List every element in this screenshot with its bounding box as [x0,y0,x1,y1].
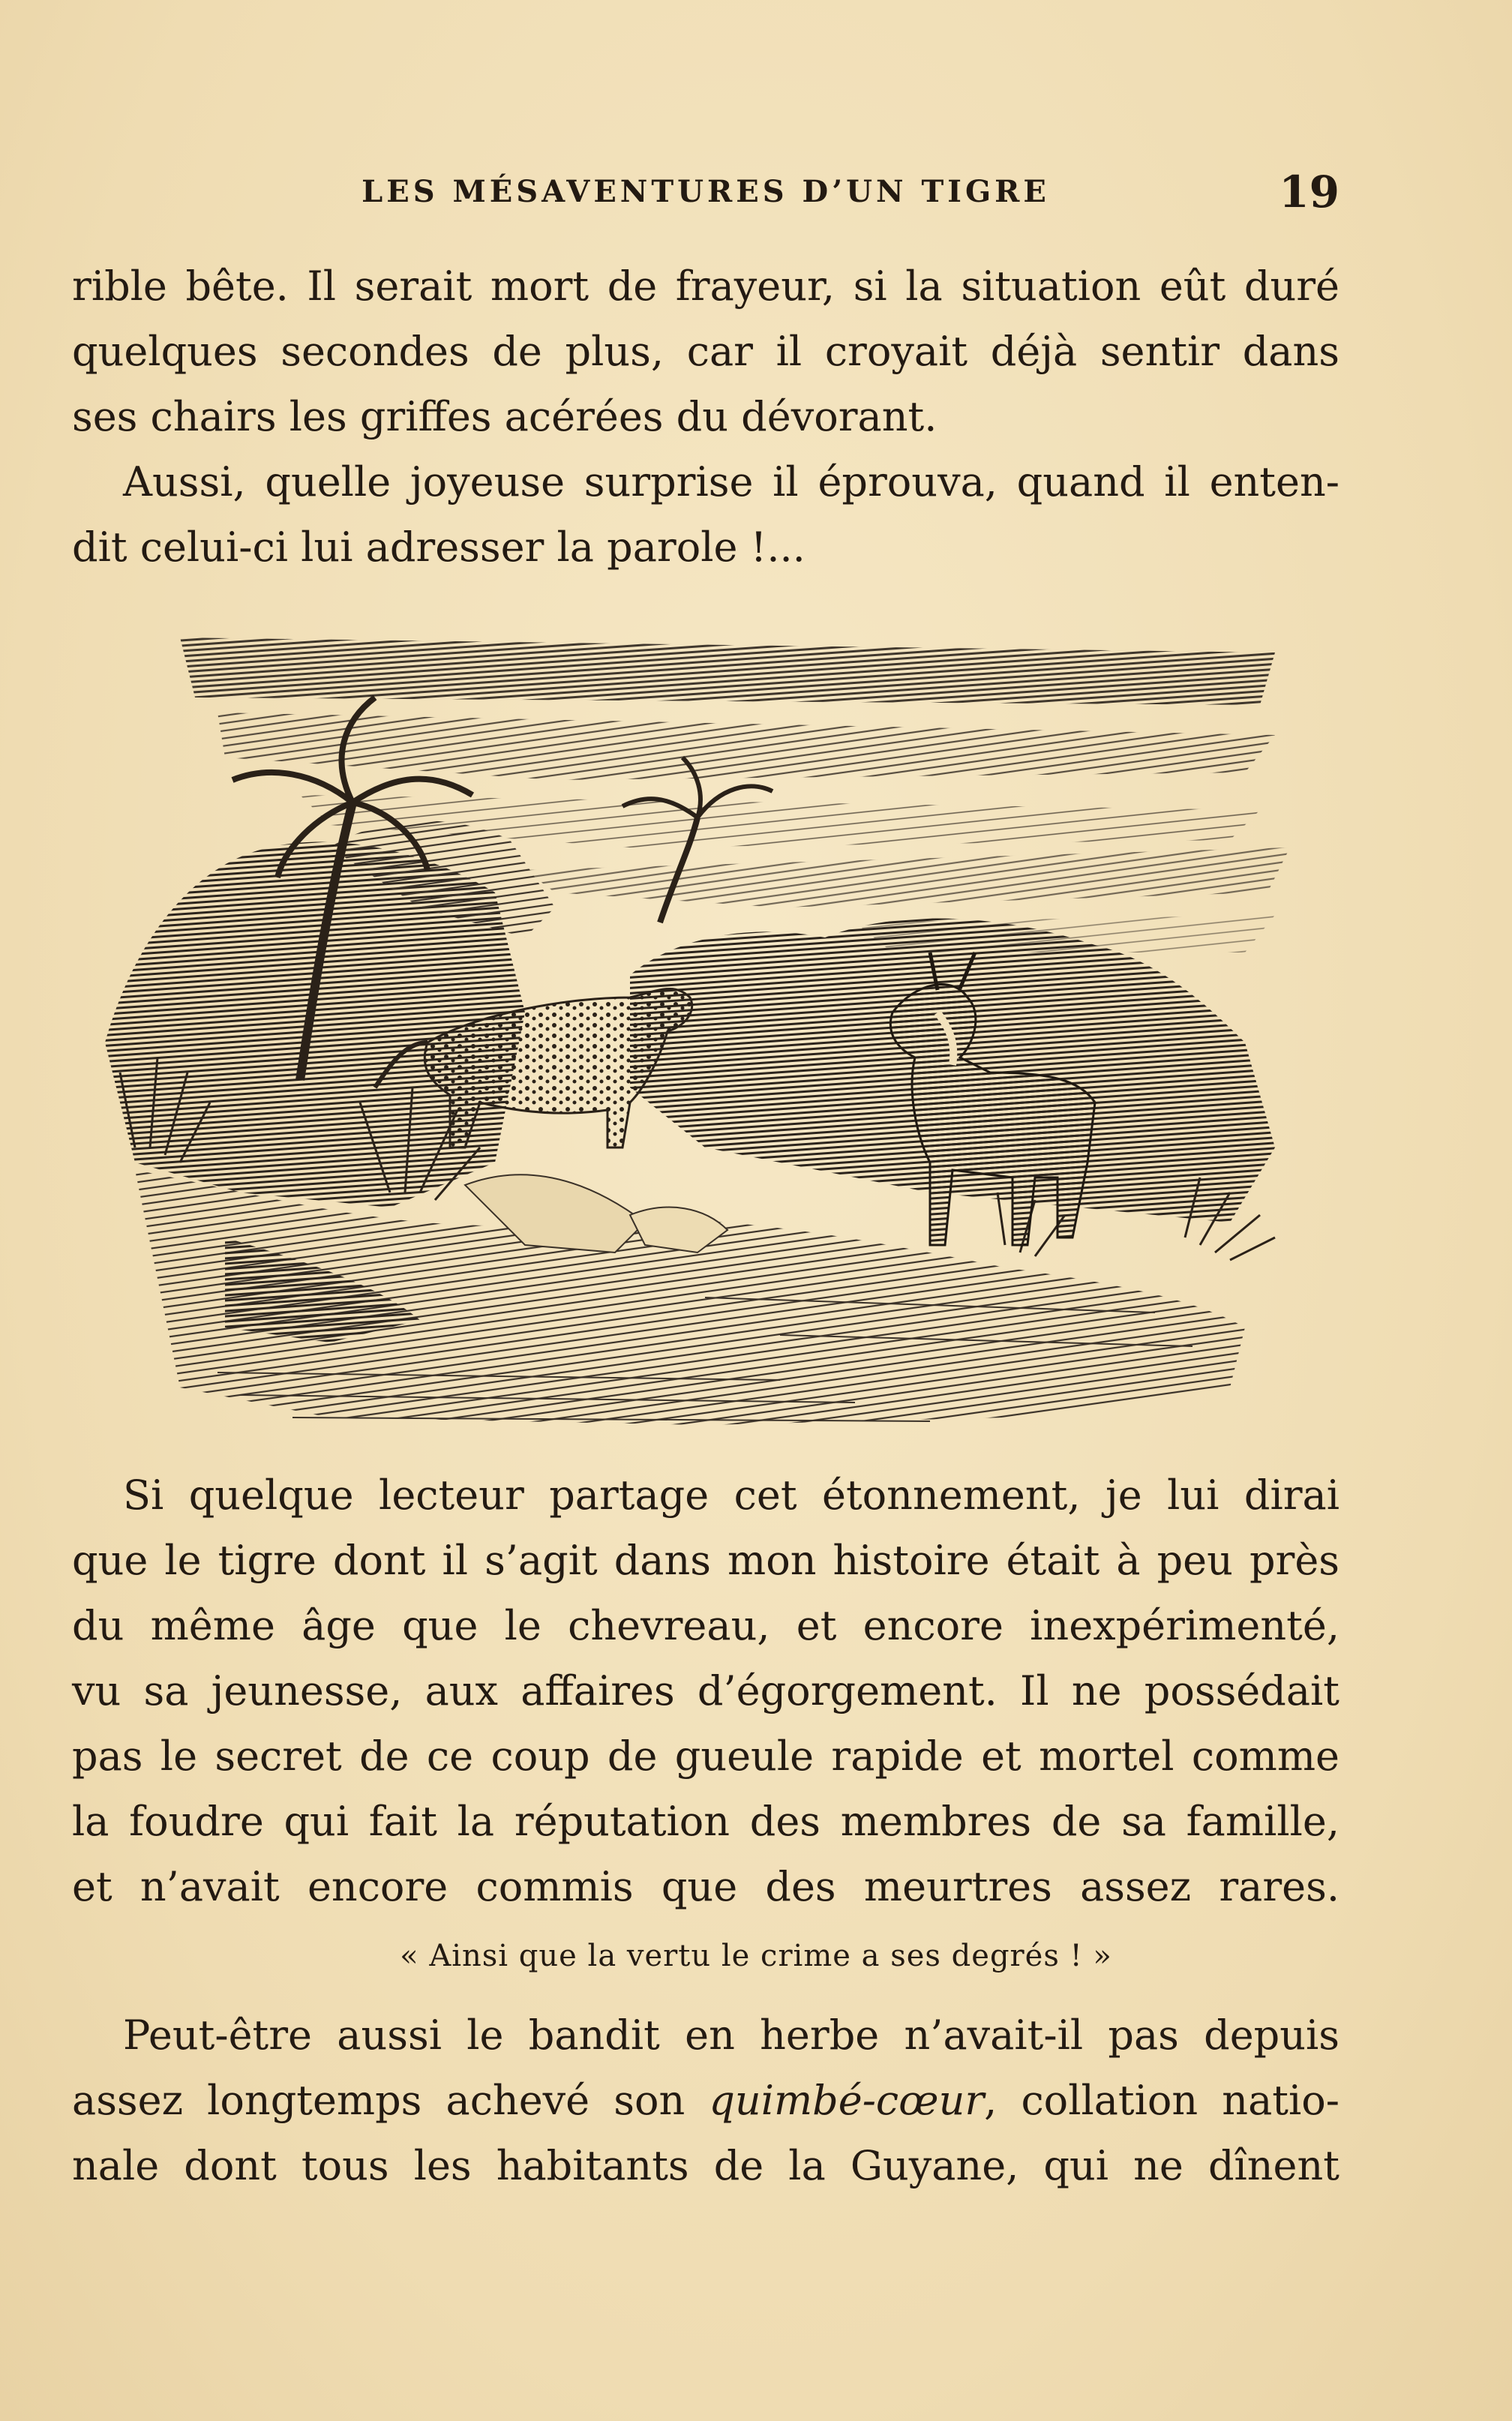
italic-term: quimbé-cœur [709,2077,985,2124]
paragraph-line: et n’avait encore commis que des meurtres assez rares. [72,1863,1340,1910]
paragraph-line: rible bête. Il serait mort de frayeur, si la situation eût duré [72,262,1340,310]
paragraph-line: que le tigre dont il s’agit dans mon histoire était à peu près [72,1537,1340,1584]
epigraph-quote: « Ainsi que la vertu le crime a ses degrés ! » [400,1939,1112,1973]
paragraph-line: dit celui-ci lui adresser la parole !... [72,524,806,571]
text-block-bottom [72,2002,1340,2198]
jungle-scene-engraving [105,622,1290,1440]
paragraph-line: quelques secondes de plus, car il croyait déjà sentir dans [72,328,1340,375]
engraving-illustration [105,622,1290,1440]
paragraph-line: Si quelque lecteur partage cet étonnement, je lui dirai [123,1472,1340,1519]
paragraph-line: ses chairs les griffes acérées du dévorant. [72,393,938,440]
paragraph-line: la foudre qui fait la réputation des membres de sa famille, [72,1798,1340,1845]
text-block-middle [72,1462,1340,1919]
paragraph-line [72,2068,1340,2133]
running-title: LES MÉSAVENTURES D’UN TIGRE [362,174,1050,209]
page-number: 19 [1279,166,1340,218]
paragraph-line: vu sa jeunesse, aux affaires d’égorgement. Il ne possédait [72,1667,1340,1714]
running-head [72,166,1340,219]
paragraph-line: du même âge que le chevreau, et encore inexpérimenté, [72,1602,1340,1649]
line-text: assez longtemps achevé son [72,2077,710,2124]
text-block-top [72,254,1340,580]
paragraph-line: pas le secret de ce coup de gueule rapide et mortel comme [72,1732,1340,1780]
paragraph-line: Peut-être aussi le bandit en herbe n’avait-il pas depuis [123,2012,1340,2059]
line-text: , collation natio- [984,2077,1340,2124]
paragraph-line: nale dont tous les habitants de la Guyane, qui ne dînent [72,2142,1340,2189]
left-foliage [105,821,555,1208]
paragraph-line: Aussi, quelle joyeuse surprise il éprouva, quand il enten- [123,458,1340,506]
